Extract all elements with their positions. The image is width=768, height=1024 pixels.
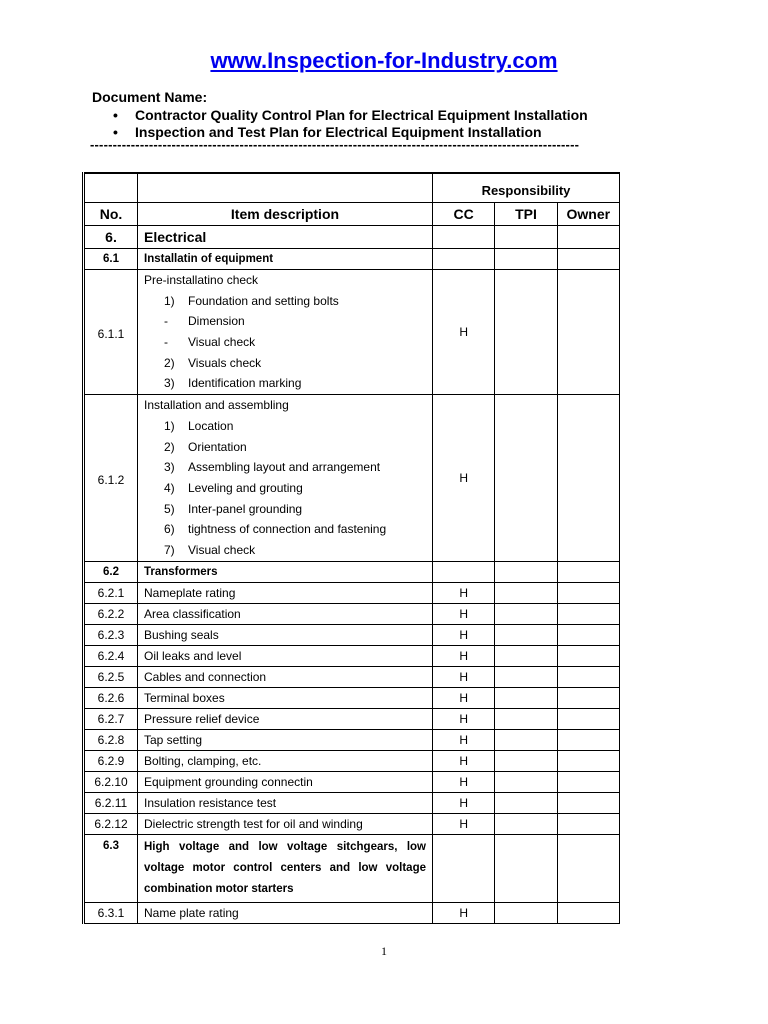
item-description: Bolting, clamping, etc. bbox=[138, 750, 433, 771]
subline-mark: 2) bbox=[164, 439, 175, 454]
item-no: 6.2.12 bbox=[84, 813, 138, 834]
cell-cc: H bbox=[433, 750, 495, 771]
cell-tpi bbox=[495, 729, 557, 750]
document-header bbox=[92, 89, 588, 142]
cell-cc: H bbox=[433, 771, 495, 792]
subline-mark: 3) bbox=[164, 376, 175, 391]
table-row bbox=[84, 395, 620, 562]
item-description bbox=[138, 270, 433, 395]
cell-cc: H bbox=[433, 603, 495, 624]
subline-mark: 1) bbox=[164, 418, 175, 433]
cell-cc: H bbox=[433, 729, 495, 750]
cell-owner bbox=[557, 687, 619, 708]
subline-mark: 5) bbox=[164, 501, 175, 516]
subline-mark: 4) bbox=[164, 480, 175, 495]
table-row bbox=[84, 603, 620, 624]
cell-tpi bbox=[495, 561, 557, 582]
item-no: 6.2.1 bbox=[84, 582, 138, 603]
item-no: 6.2.10 bbox=[84, 771, 138, 792]
cell-owner bbox=[557, 561, 619, 582]
cell-tpi bbox=[495, 902, 557, 923]
cell-owner bbox=[557, 792, 619, 813]
item-description bbox=[138, 395, 433, 562]
item-no: 6.2.4 bbox=[84, 645, 138, 666]
subsection-no: 6.3 bbox=[84, 834, 138, 902]
document-item: • Inspection and Test Plan for Electrical Equipment Installation bbox=[92, 124, 588, 142]
table-row bbox=[84, 624, 620, 645]
cell-owner bbox=[557, 813, 619, 834]
table-row bbox=[84, 792, 620, 813]
subline-text: Visual check bbox=[188, 542, 256, 557]
table-row bbox=[84, 902, 620, 923]
section-row bbox=[84, 226, 620, 249]
item-no: 6.2.11 bbox=[84, 792, 138, 813]
cell-owner bbox=[557, 645, 619, 666]
table-row bbox=[84, 771, 620, 792]
cell-owner bbox=[557, 771, 619, 792]
table-row bbox=[84, 708, 620, 729]
subline-mark: 7) bbox=[164, 542, 175, 557]
subline-text: Orientation bbox=[188, 439, 247, 454]
cell-cc: H bbox=[433, 645, 495, 666]
cell-tpi bbox=[495, 249, 557, 270]
header-row bbox=[84, 203, 620, 226]
item-description: Name plate rating bbox=[138, 902, 433, 923]
item-subline bbox=[144, 291, 426, 312]
table-row bbox=[84, 813, 620, 834]
item-description: Bushing seals bbox=[138, 624, 433, 645]
cell-cc: H bbox=[433, 666, 495, 687]
subline-text: Visuals check bbox=[188, 355, 262, 370]
item-subline bbox=[144, 332, 426, 353]
cell-cc: H bbox=[433, 270, 495, 395]
cell-tpi bbox=[495, 834, 557, 902]
cell-cc: H bbox=[433, 902, 495, 923]
item-subline bbox=[144, 416, 426, 437]
cell-cc: H bbox=[433, 395, 495, 562]
subline-mark: 2) bbox=[164, 355, 175, 370]
cell-tpi bbox=[495, 645, 557, 666]
cell-tpi bbox=[495, 395, 557, 562]
cell-cc bbox=[433, 226, 495, 249]
item-subline bbox=[144, 499, 426, 520]
item-no: 6.2.8 bbox=[84, 729, 138, 750]
cell-owner bbox=[557, 582, 619, 603]
cell-tpi bbox=[495, 270, 557, 395]
item-description: Equipment grounding connectin bbox=[138, 771, 433, 792]
subline-text: Dimension bbox=[188, 314, 245, 329]
cell-cc: H bbox=[433, 813, 495, 834]
item-description: Pressure relief device bbox=[138, 708, 433, 729]
subsection-row bbox=[84, 834, 620, 902]
item-description: Terminal boxes bbox=[138, 687, 433, 708]
inspection-table bbox=[82, 172, 620, 924]
cell-tpi bbox=[495, 813, 557, 834]
subline-text: Identification marking bbox=[188, 376, 302, 391]
item-subline bbox=[144, 519, 426, 540]
cell-owner bbox=[557, 624, 619, 645]
subline-mark: 1) bbox=[164, 293, 175, 308]
cell-tpi bbox=[495, 750, 557, 771]
item-subline bbox=[144, 311, 426, 332]
cell-owner bbox=[557, 750, 619, 771]
item-subline bbox=[144, 373, 426, 394]
header-cc: CC bbox=[433, 203, 495, 226]
cell-tpi bbox=[495, 687, 557, 708]
cell-owner bbox=[557, 270, 619, 395]
subsection-no: 6.1 bbox=[84, 249, 138, 270]
subline-text: Assembling layout and arrangement bbox=[188, 460, 381, 475]
cell-cc: H bbox=[433, 687, 495, 708]
cell-tpi bbox=[495, 624, 557, 645]
cell-cc bbox=[433, 249, 495, 270]
subline-mark: - bbox=[164, 335, 168, 350]
item-subline bbox=[144, 437, 426, 458]
cell-cc bbox=[433, 834, 495, 902]
cell-cc: H bbox=[433, 582, 495, 603]
header-owner: Owner bbox=[557, 203, 619, 226]
item-no: 6.2.6 bbox=[84, 687, 138, 708]
cell-owner bbox=[557, 708, 619, 729]
item-no: 6.3.1 bbox=[84, 902, 138, 923]
subline-text: Foundation and setting bolts bbox=[188, 293, 339, 308]
cell-owner bbox=[557, 249, 619, 270]
cell-owner bbox=[557, 834, 619, 902]
cell-owner bbox=[557, 729, 619, 750]
cell-owner bbox=[557, 902, 619, 923]
page-number: 1 bbox=[381, 944, 387, 958]
table-row bbox=[84, 666, 620, 687]
cell-tpi bbox=[495, 708, 557, 729]
subline-text: Leveling and grouting bbox=[188, 480, 303, 495]
cell-cc bbox=[433, 561, 495, 582]
table-row bbox=[84, 729, 620, 750]
table-row bbox=[84, 687, 620, 708]
site-link[interactable]: www.Inspection-for-Industry.com bbox=[210, 48, 558, 73]
document-item: • Contractor Quality Control Plan for Electrical Equipment Installation bbox=[92, 107, 588, 125]
subsection-row bbox=[84, 561, 620, 582]
subsection-title: Installatin of equipment bbox=[138, 249, 433, 270]
item-description: Dielectric strength test for oil and winding bbox=[138, 813, 433, 834]
item-title: Pre-installatino check bbox=[144, 273, 259, 287]
item-no: 6.2.7 bbox=[84, 708, 138, 729]
item-subline bbox=[144, 540, 426, 561]
subsection-title: High voltage and low voltage sitchgears, low voltage motor control centers and low voltage combination motor starters bbox=[138, 834, 433, 902]
header-row-responsibility bbox=[84, 173, 620, 203]
item-no: 6.2.5 bbox=[84, 666, 138, 687]
item-description: Nameplate rating bbox=[138, 582, 433, 603]
cell-owner bbox=[557, 226, 619, 249]
header-blank-no bbox=[84, 173, 138, 203]
subline-text: Visual check bbox=[188, 335, 256, 350]
separator-line: ------------------------------------------------------------------------------------------------------------ bbox=[90, 137, 580, 152]
subline-mark: - bbox=[164, 314, 168, 329]
cell-tpi bbox=[495, 792, 557, 813]
table-row bbox=[84, 750, 620, 771]
item-description: Cables and connection bbox=[138, 666, 433, 687]
item-description: Tap setting bbox=[138, 729, 433, 750]
cell-owner bbox=[557, 395, 619, 562]
cell-owner bbox=[557, 603, 619, 624]
subline-text: Location bbox=[188, 418, 234, 433]
item-no: 6.1.2 bbox=[84, 395, 138, 562]
transformer-rows bbox=[84, 582, 620, 834]
cell-tpi bbox=[495, 603, 557, 624]
item-subline bbox=[144, 457, 426, 478]
item-no: 6.1.1 bbox=[84, 270, 138, 395]
item-no: 6.2.9 bbox=[84, 750, 138, 771]
switchgear-rows bbox=[84, 902, 620, 923]
table-row bbox=[84, 582, 620, 603]
subline-text: tightness of connection and fastening bbox=[188, 522, 387, 537]
subsection-no: 6.2 bbox=[84, 561, 138, 582]
cell-tpi bbox=[495, 666, 557, 687]
header-blank-desc bbox=[138, 173, 433, 203]
item-no: 6.2.2 bbox=[84, 603, 138, 624]
table-row bbox=[84, 270, 620, 395]
cell-cc: H bbox=[433, 624, 495, 645]
cell-cc: H bbox=[433, 708, 495, 729]
item-title: Installation and assembling bbox=[144, 398, 289, 413]
subline-text: Inter-panel grounding bbox=[188, 501, 303, 516]
document-name-label: Document Name: bbox=[92, 89, 208, 105]
cell-tpi bbox=[495, 582, 557, 603]
subline-mark: 6) bbox=[164, 522, 175, 537]
table-row bbox=[84, 645, 620, 666]
header-description: Item description bbox=[138, 203, 433, 226]
responsibility-header: Responsibility bbox=[433, 173, 620, 203]
cell-cc: H bbox=[433, 792, 495, 813]
cell-tpi bbox=[495, 226, 557, 249]
item-subline bbox=[144, 478, 426, 499]
item-description: Area classification bbox=[138, 603, 433, 624]
section-no: 6. bbox=[84, 226, 138, 249]
section-title: Electrical bbox=[138, 226, 433, 249]
subline-mark: 3) bbox=[164, 460, 175, 475]
subsection-title: Transformers bbox=[138, 561, 433, 582]
cell-tpi bbox=[495, 771, 557, 792]
item-no: 6.2.3 bbox=[84, 624, 138, 645]
header-no: No. bbox=[84, 203, 138, 226]
item-description: Insulation resistance test bbox=[138, 792, 433, 813]
item-description: Oil leaks and level bbox=[138, 645, 433, 666]
subsection-row bbox=[84, 249, 620, 270]
item-subline bbox=[144, 353, 426, 374]
header-tpi: TPI bbox=[495, 203, 557, 226]
cell-owner bbox=[557, 666, 619, 687]
